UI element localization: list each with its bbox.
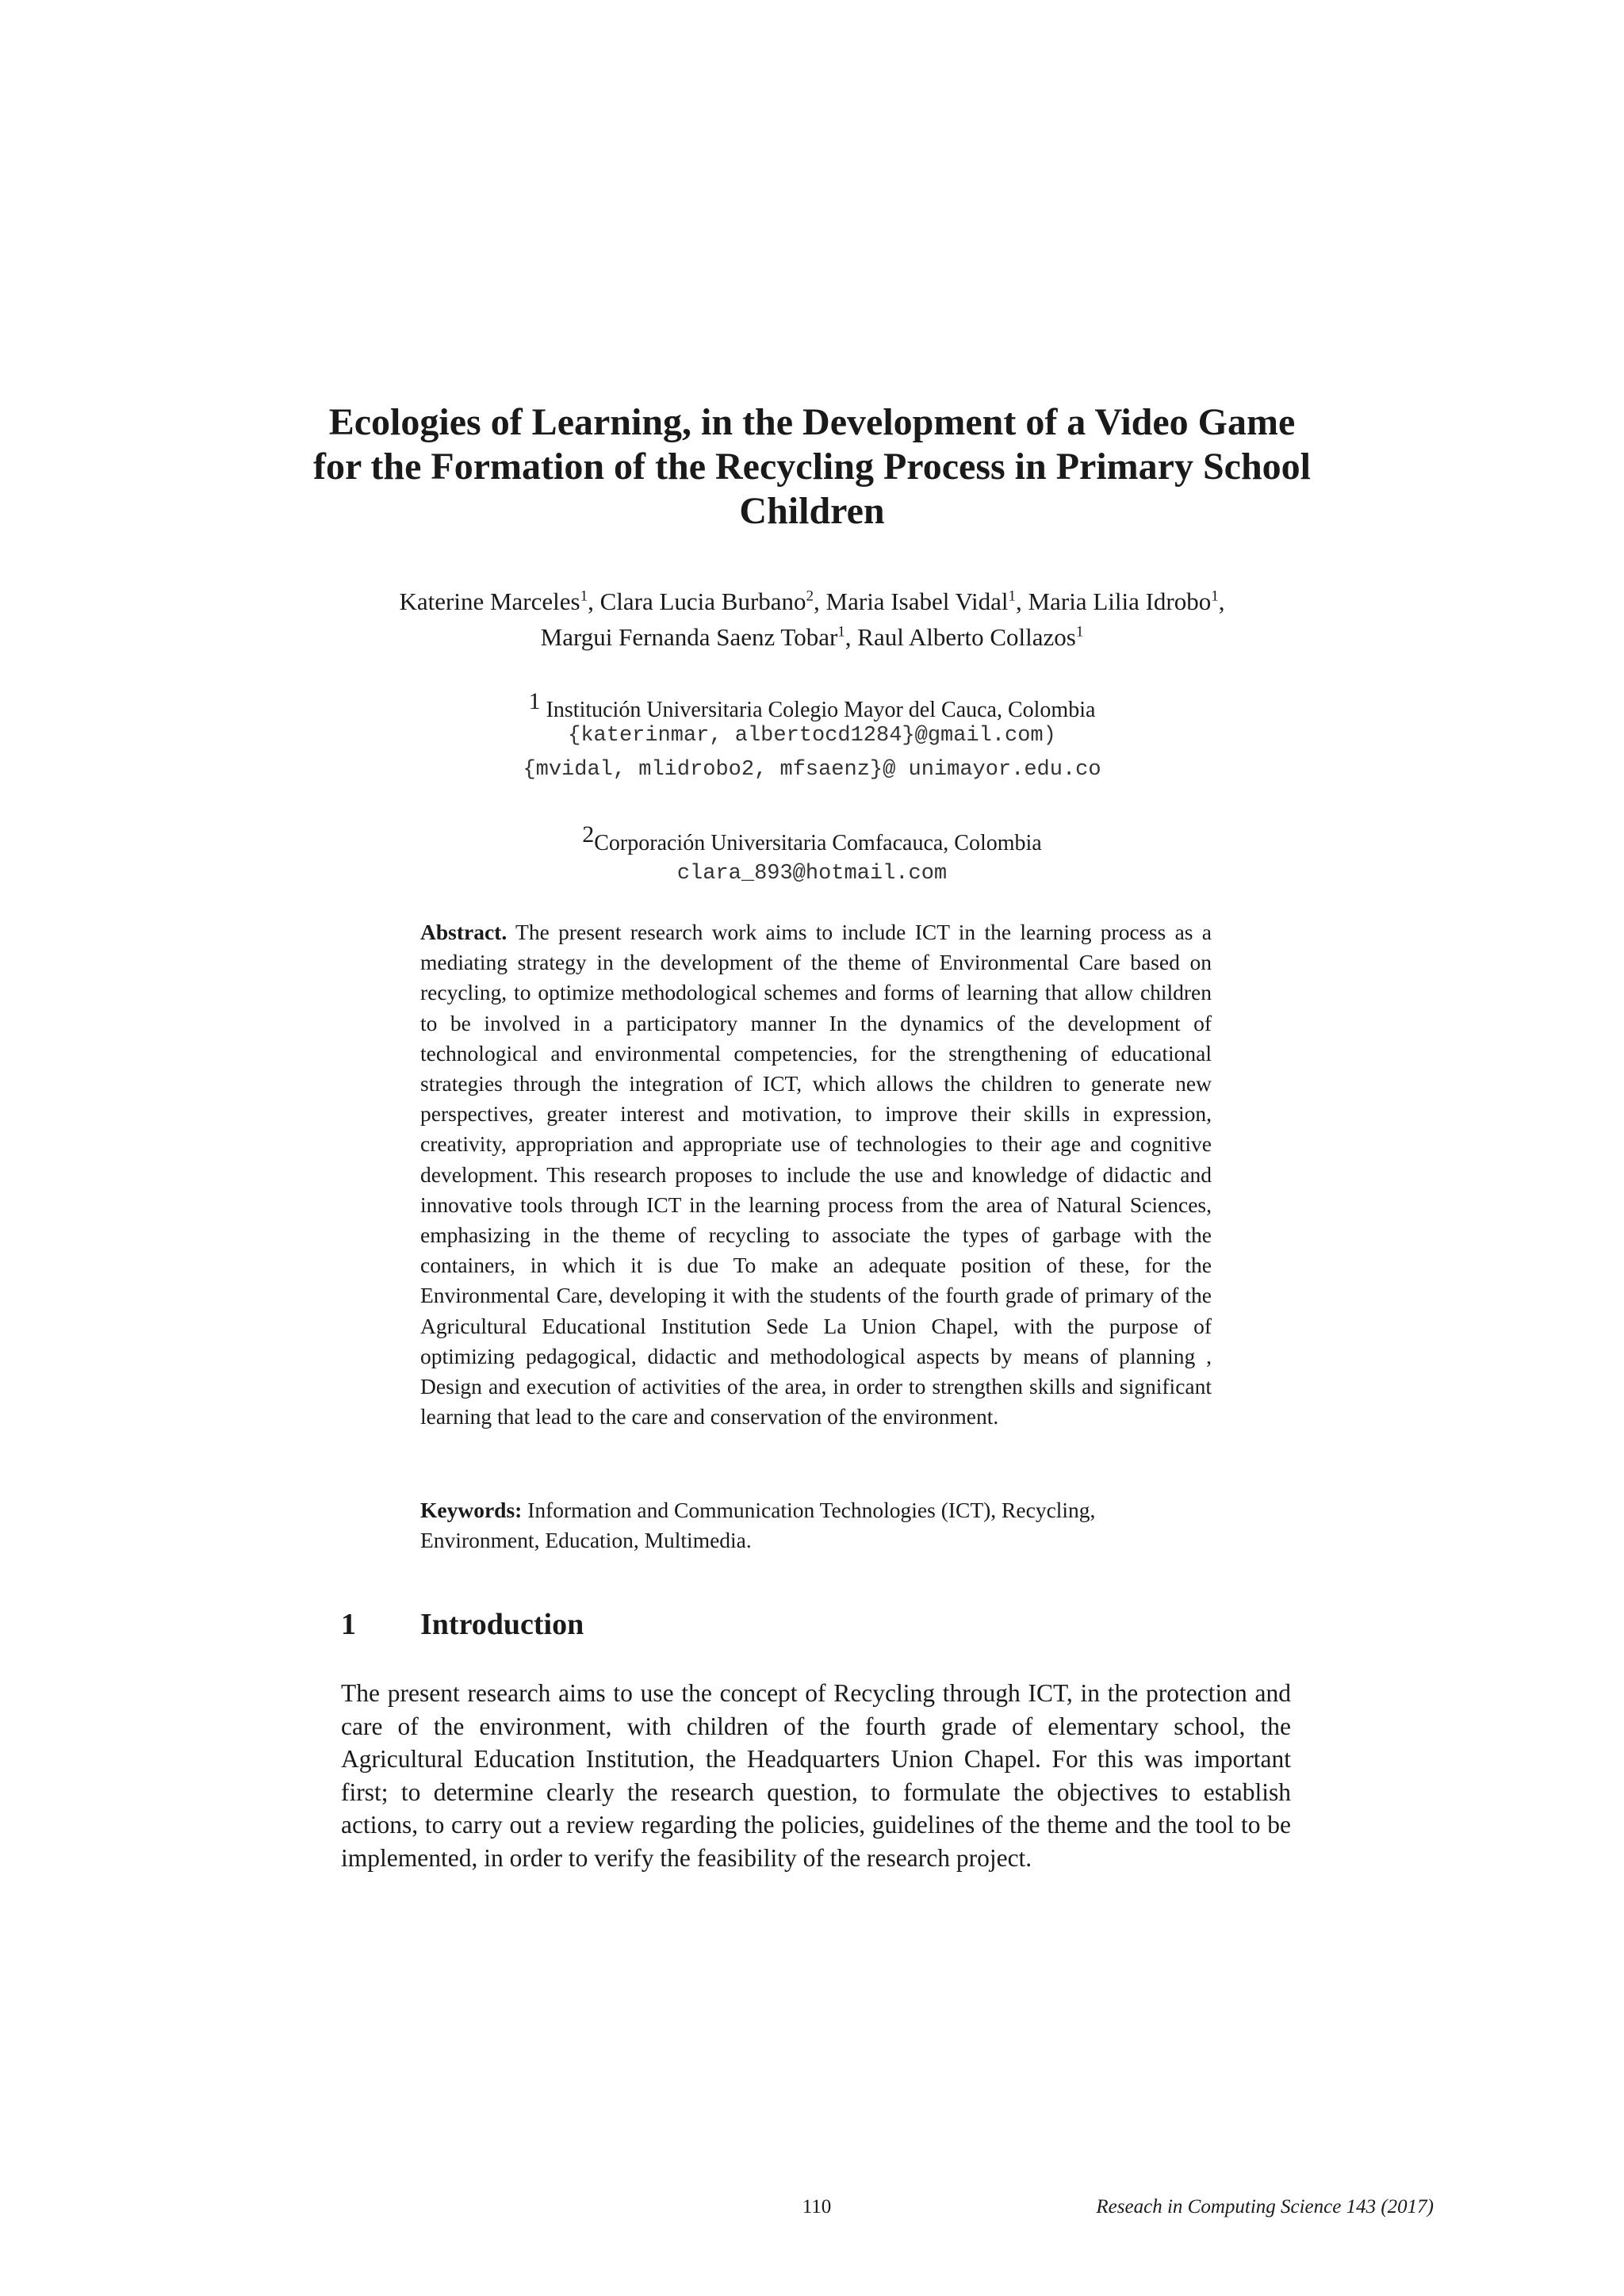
author-line-1 <box>301 584 1323 619</box>
author-affiliation-mark: 1 <box>580 587 588 605</box>
author-line-2 <box>301 619 1323 655</box>
introduction-paragraph: The present research aims to use the concept of Recycling through ICT, in the protection and care of the environment, with children of the fourth grade of elementary school, the Agricultural Education Institution, the Headquarters Union Chapel. For this was important first; to determine clearly the research question, to formulate the objectives to establish actions, to carry out a review regarding the policies, guidelines of the theme and the tool to be implemented, in order to verify the feasibility of the research project. <box>341 1679 1291 1872</box>
author-name: Clara Lucia Burbano <box>599 587 806 615</box>
abstract-label: Abstract. <box>420 920 508 944</box>
journal-footer: Reseach in Computing Science 143 (2017) <box>1096 2196 1434 2218</box>
affiliation-number: 2 <box>582 821 595 848</box>
author-name: Katerine Marceles <box>399 587 580 615</box>
author-affiliation-mark: 1 <box>837 623 845 641</box>
affiliation-number: 1 <box>528 688 541 714</box>
keywords <box>420 1495 1212 1556</box>
paper-title: Ecologies of Learning, in the Development of a Video Game for the Formation of the Recycling Process in Primary School Children <box>313 401 1311 532</box>
affiliation-1-email: {katerinmar, albertocd1284}@gmail.com) <box>568 724 1056 748</box>
author-affiliation-mark: 1 <box>1075 623 1084 641</box>
abstract-text: The present research work aims to include ICT in the learning process as a mediating strategy in the development of the theme of Environmental Care based on recycling, to optimize methodological schemes and forms of learning that allow children to be involved in a participatory manner In the dynamics of the development of technological and environmental competencies, for the strengthening of educational strategies through the integration of ICT, which allows the children to generate new perspectives, greater interest and motivation, to improve their skills in expression, creativity, appropriation and appropriate use of technologies to their age and cognitive development. This research proposes to include the use and knowledge of didactic and innovative tools through ICT in the learning process from the area of Natural Sciences, emphasizing in the theme of recycling to associate the types of garbage with the containers, in which it is due To make an adequate position of these, for the Environmental Care, developing it with the students of the fourth grade of primary of the Agricultural Educational Institution Sede La Union Chapel, with the purpose of optimizing pedagogical, didactic and methodological aspects by means of planning , Design and execution of activities of the area, in order to strengthen skills and significant learning that lead to the care and conservation of the environment. <box>420 920 1212 1429</box>
author-name: Raul Alberto Collazos <box>857 623 1076 651</box>
section-title: Introduction <box>420 1608 584 1641</box>
affiliation-name: Corporación Universitaria Comfacauca, Colombia <box>594 831 1042 855</box>
keywords-label: Keywords: <box>420 1498 523 1522</box>
author-separator: , <box>845 623 858 651</box>
affiliation-1 <box>301 688 1323 724</box>
abstract <box>420 917 1212 1432</box>
keywords-text: Information and Communication Technologies (ICT), Recycling, Environment, Education, Multimedia. <box>420 1498 1096 1553</box>
author-affiliation-mark: 1 <box>1008 587 1017 605</box>
affiliation-name: Institución Universitaria Colegio Mayor del Cauca, Colombia <box>540 698 1096 722</box>
author-list <box>301 584 1323 655</box>
author-name: Maria Isabel Vidal <box>825 587 1009 615</box>
author-name: Maria Lilia Idrobo <box>1028 587 1212 615</box>
author-separator: , <box>588 587 600 615</box>
section-number: 1 <box>341 1608 356 1641</box>
affiliation-2-email: clara_893@hotmail.com <box>676 862 948 886</box>
author-name: Margui Fernanda Saenz Tobar <box>540 623 838 651</box>
affiliation-1-email: {mvidal, mlidrobo2, mfsaenz}@ unimayor.edu.co <box>523 758 1101 782</box>
author-affiliation-mark: 1 <box>1211 587 1219 605</box>
section-heading <box>341 1605 584 1644</box>
author-separator: , <box>1218 587 1225 615</box>
page-number: 110 <box>802 2196 832 2218</box>
author-separator: , <box>1016 587 1028 615</box>
affiliation-2 <box>301 821 1323 857</box>
author-separator: , <box>814 587 826 615</box>
author-affiliation-mark: 2 <box>806 587 814 605</box>
